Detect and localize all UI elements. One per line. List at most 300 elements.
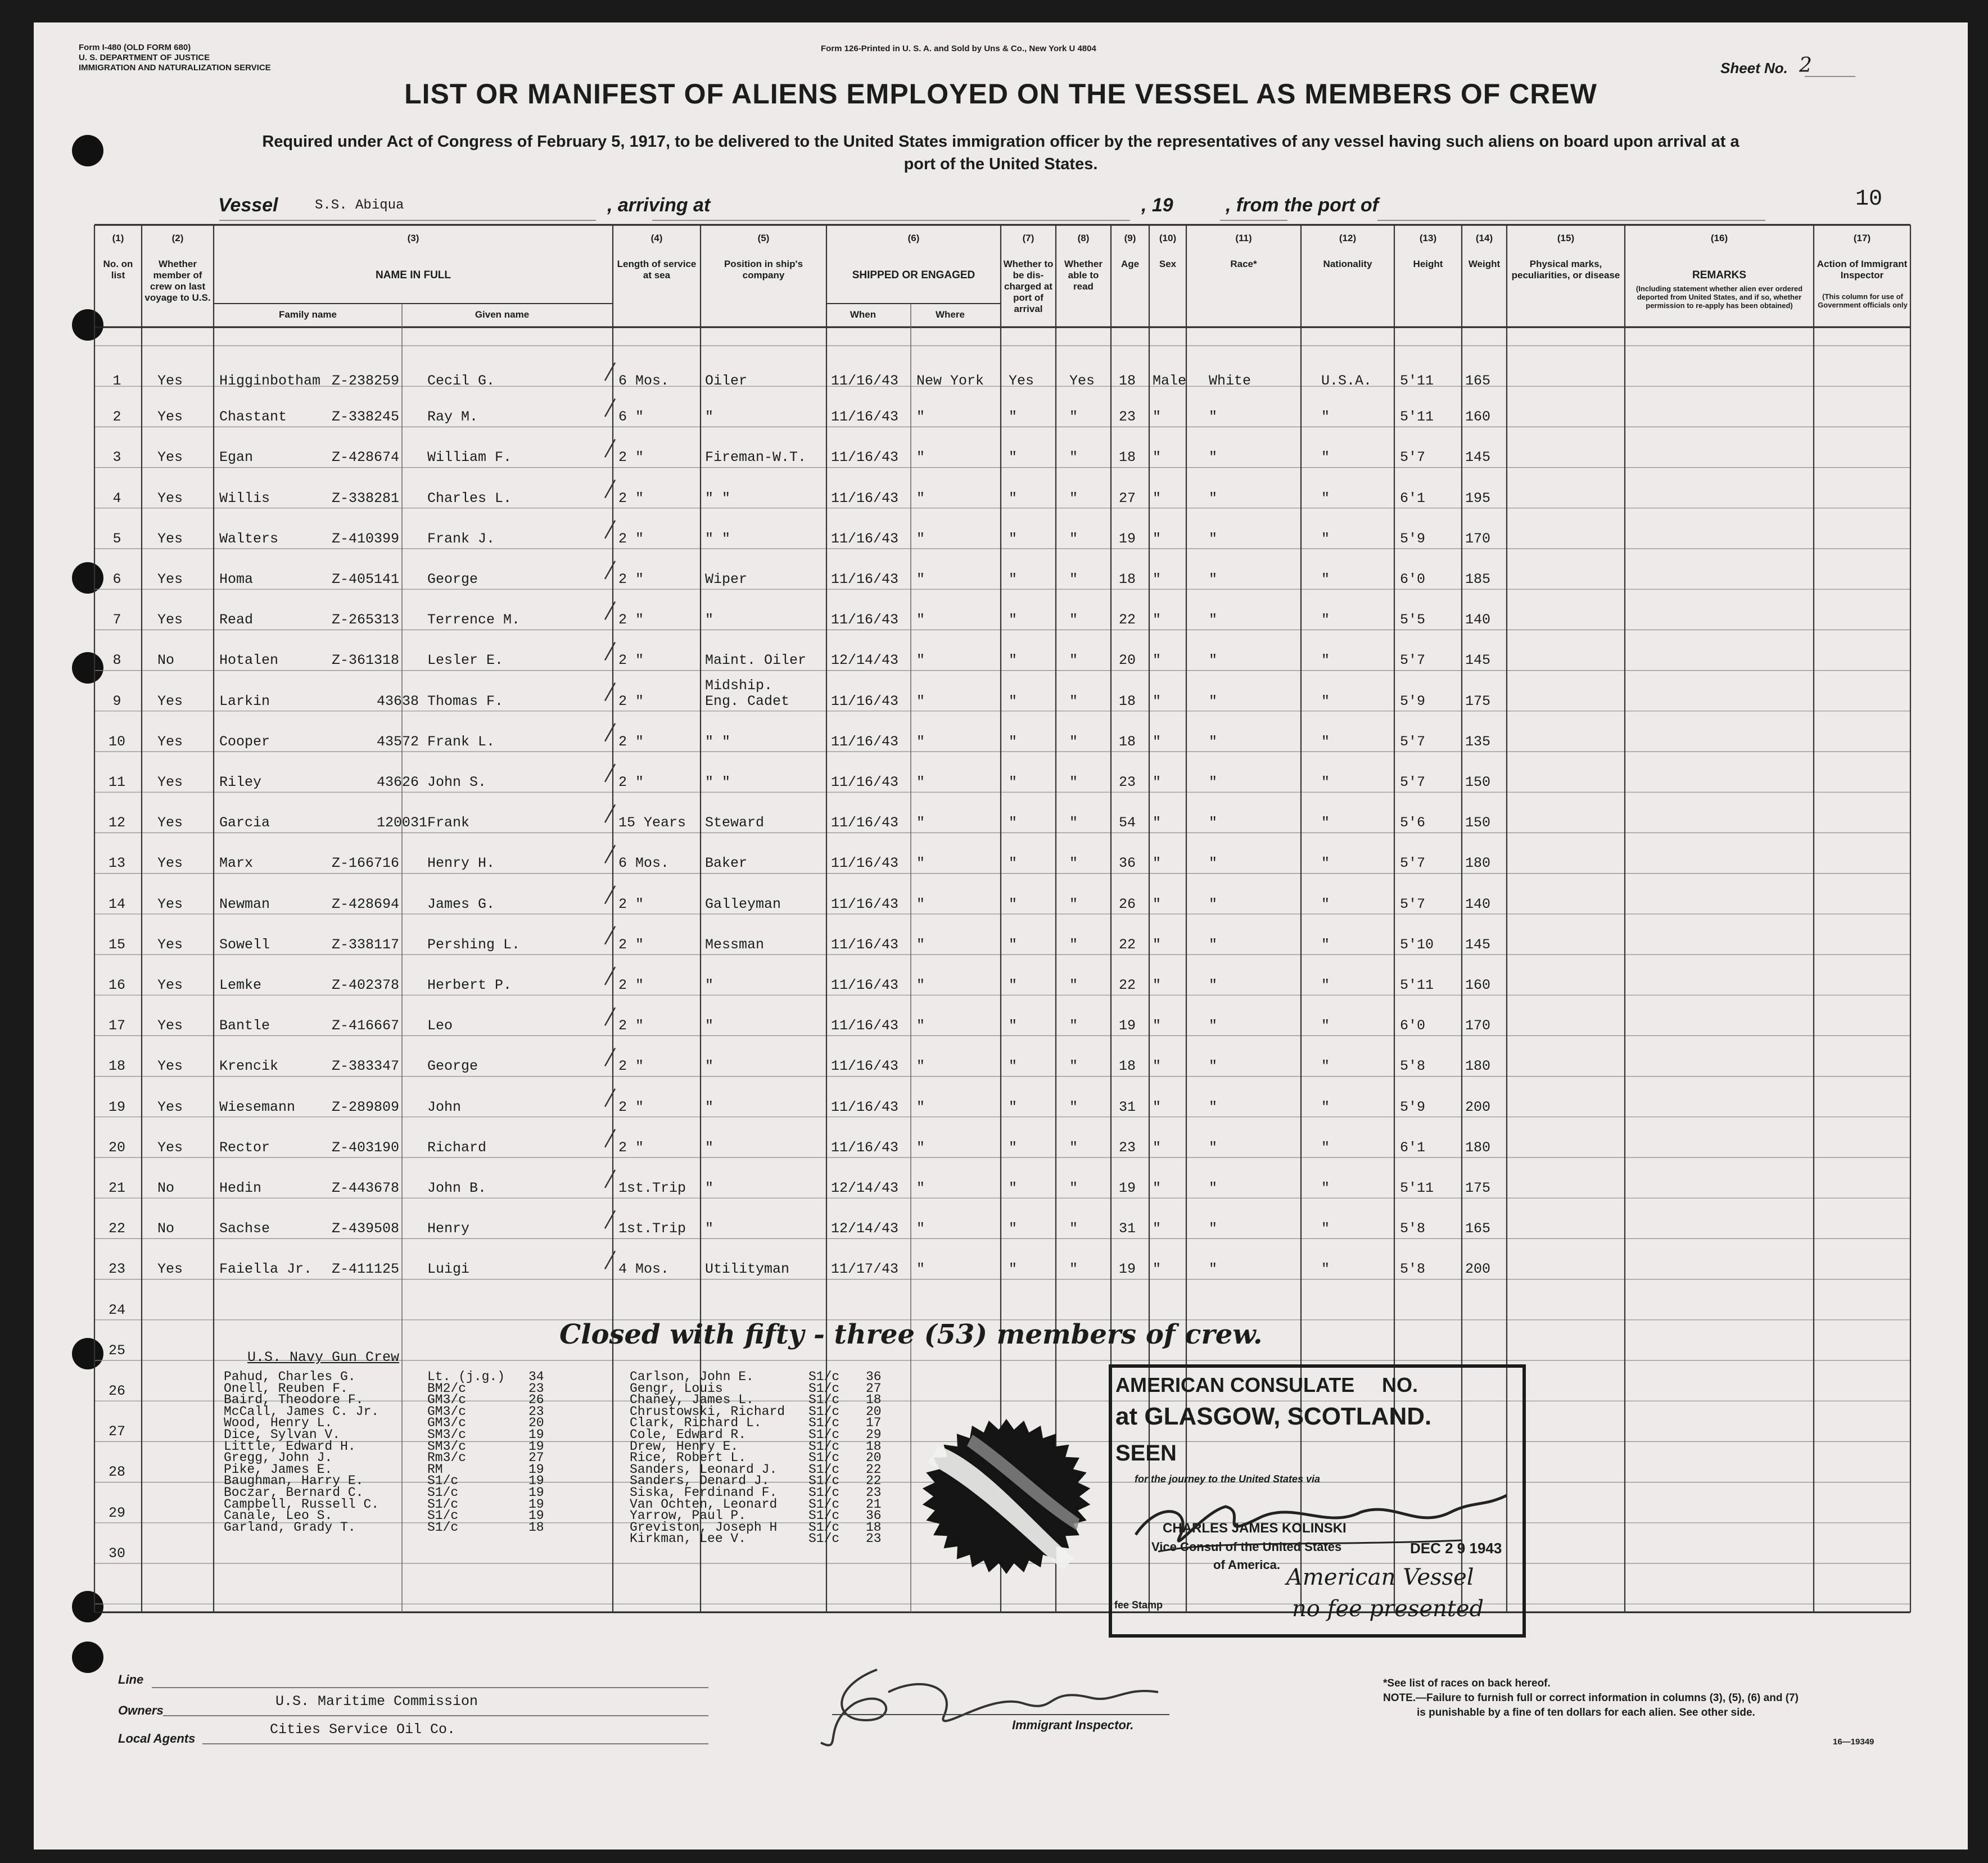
gun-crew-rate: GM3/c — [427, 1392, 467, 1408]
column-header-9: Age — [1120, 259, 1140, 269]
tick-mark — [605, 804, 615, 822]
height: 6'0 — [1400, 1018, 1426, 1034]
column-number-2: (2) — [171, 233, 184, 243]
given-name: Frank L. — [427, 733, 495, 750]
able-to-read: " — [1069, 855, 1078, 872]
height: 5'7 — [1400, 652, 1426, 669]
z-number: 43638 — [377, 693, 419, 709]
z-number: 120031 — [377, 815, 428, 831]
row-number: 24 — [108, 1301, 125, 1318]
sex: " — [1153, 977, 1162, 993]
gun-crew-age: 23 — [528, 1404, 544, 1419]
shipped-when: 11/16/43 — [831, 1139, 899, 1156]
race: " — [1209, 612, 1218, 628]
form-number: Form I-480 (OLD FORM 680) — [79, 43, 191, 52]
gun-crew-name: Gregg, John J. — [224, 1450, 333, 1466]
row-number: 22 — [108, 1220, 125, 1237]
z-number: Z-411125 — [332, 1261, 400, 1278]
tick-mark — [605, 926, 615, 944]
column-header-1: No. on list — [103, 259, 133, 281]
discharged: " — [1009, 1220, 1018, 1237]
discharged: " — [1009, 936, 1018, 953]
tick-mark — [605, 1129, 615, 1147]
age: 19 — [1119, 1180, 1136, 1196]
remarks-note: (Including statement whether alien ever ordered deported from United States, and if so, whether permission to re-apply has been obtained) — [1635, 284, 1803, 310]
sex: " — [1153, 1139, 1162, 1156]
given-name: Cecil G. — [427, 373, 495, 389]
family-name: Willis — [219, 490, 270, 507]
shipped-when: 11/16/43 — [831, 896, 899, 912]
tick-mark — [605, 724, 615, 741]
gun-crew-age: 27 — [866, 1381, 882, 1396]
race: " — [1209, 571, 1218, 587]
row-number: 19 — [108, 1098, 125, 1115]
gun-crew-rate: S1/c — [808, 1392, 840, 1408]
stamp-location: at GLASGOW, SCOTLAND. — [1115, 1403, 1432, 1430]
service-length: 4 Mos. — [618, 1261, 670, 1278]
service-length: 2 " — [618, 733, 644, 750]
shipped-when: 12/14/43 — [831, 1180, 899, 1196]
stamp-no-label: NO. — [1382, 1373, 1418, 1396]
owners-label: Owners — [118, 1703, 164, 1717]
discharged: " — [1009, 977, 1018, 993]
shipped-when: 12/14/43 — [831, 1220, 899, 1237]
gun-crew-name: Pahud, Charles G. — [224, 1369, 356, 1384]
position: Steward — [705, 815, 765, 831]
sex: " — [1153, 855, 1162, 872]
position: " — [705, 1098, 714, 1115]
nationality: " — [1321, 977, 1330, 993]
shipped-where: " — [916, 449, 925, 466]
shipped-when: 11/16/43 — [831, 1018, 899, 1034]
nationality: U.S.A. — [1321, 373, 1372, 389]
document-title: LIST OR MANIFEST OF ALIENS EMPLOYED ON THE VESSEL AS MEMBERS OF CREW — [404, 78, 1597, 110]
able-to-read: " — [1069, 815, 1078, 831]
z-number: Z-428694 — [332, 896, 400, 912]
tick-mark — [605, 764, 615, 782]
gun-crew-age: 34 — [528, 1369, 544, 1384]
column-header-10: Sex — [1159, 259, 1177, 269]
discharged: " — [1009, 1261, 1018, 1278]
races-note: *See list of races on back hereof. — [1383, 1677, 1551, 1689]
age: 18 — [1119, 693, 1136, 709]
given-name: Thomas F. — [427, 693, 504, 709]
height: 5'7 — [1400, 855, 1426, 872]
department: U. S. DEPARTMENT OF JUSTICE — [79, 53, 210, 62]
weight: 165 — [1465, 373, 1491, 389]
gun-crew-age: 23 — [528, 1381, 544, 1396]
gun-crew-age: 26 — [528, 1392, 544, 1408]
gun-crew-age: 18 — [866, 1520, 882, 1535]
family-name: Cooper — [219, 733, 270, 750]
gun-crew-age: 19 — [528, 1508, 544, 1523]
position: " — [705, 1058, 714, 1075]
z-number: Z-265313 — [332, 612, 400, 628]
column-number-11: (11) — [1235, 233, 1252, 243]
weight: 200 — [1465, 1261, 1491, 1278]
race: " — [1209, 409, 1218, 426]
shipped-when: 11/16/43 — [831, 733, 899, 750]
gun-crew-rate: S1/c — [808, 1416, 840, 1431]
nationality: " — [1321, 1261, 1330, 1278]
discharged: " — [1009, 733, 1018, 750]
z-number: Z-238259 — [332, 373, 400, 389]
last-voyage: Yes — [157, 693, 183, 709]
family-name: Sowell — [219, 936, 270, 953]
able-to-read: " — [1069, 1139, 1078, 1156]
gun-crew-age: 27 — [528, 1450, 544, 1466]
race: " — [1209, 530, 1218, 547]
nationality: " — [1321, 855, 1330, 872]
position: " " — [705, 733, 731, 750]
shipped-when: 11/16/43 — [831, 1098, 899, 1115]
given-name: Frank J. — [427, 530, 495, 547]
family-name: Garcia — [219, 815, 270, 831]
shipped-where: " — [916, 490, 925, 507]
gun-crew-rate: S1/c — [808, 1439, 840, 1454]
row-number: 18 — [108, 1058, 125, 1075]
nationality: " — [1321, 815, 1330, 831]
given-name: Henry — [427, 1220, 470, 1237]
able-to-read: " — [1069, 774, 1078, 790]
stamp-date: DEC 2 9 1943 — [1410, 1540, 1502, 1557]
sex: " — [1153, 530, 1162, 547]
weight: 150 — [1465, 774, 1491, 790]
age: 23 — [1119, 409, 1136, 426]
age: 18 — [1119, 733, 1136, 750]
page-number: 10 — [1855, 187, 1883, 212]
row-number: 13 — [108, 855, 125, 872]
height: 6'1 — [1400, 1139, 1426, 1156]
shipped-when: 11/16/43 — [831, 774, 899, 790]
race: " — [1209, 896, 1218, 912]
gun-crew-rate: GM3/c — [427, 1404, 467, 1419]
last-voyage: Yes — [157, 1058, 183, 1075]
subtitle-line-1: Required under Act of Congress of February 5, 1917, to be delivered to the United States immigration officer by the representatives of any vessel having such aliens on board upon arrival at a — [262, 133, 1740, 151]
nationality: " — [1321, 1220, 1330, 1237]
owners-value: U.S. Maritime Commission — [275, 1693, 478, 1710]
race: " — [1209, 490, 1218, 507]
vessel-label: Vessel — [218, 195, 278, 216]
gun-crew-rate: S1/c — [427, 1508, 459, 1523]
shipped-when: 11/17/43 — [831, 1261, 899, 1278]
height: 5'8 — [1400, 1261, 1426, 1278]
shipped-where: " — [916, 896, 925, 912]
row-number: 28 — [108, 1464, 125, 1481]
stamp-consulate: AMERICAN CONSULATE — [1115, 1373, 1355, 1396]
closing-note: Closed with fifty - three (53) members of crew. — [559, 1319, 1263, 1350]
column-header-5: Position in ship's company — [724, 259, 803, 281]
race: " — [1209, 977, 1218, 993]
vessel-value: S.S. Abiqua — [315, 198, 404, 213]
last-voyage: Yes — [157, 373, 183, 389]
position: " — [705, 1220, 714, 1237]
row-number: 12 — [108, 815, 125, 831]
shipped-when: 11/16/43 — [831, 530, 899, 547]
sex: " — [1153, 449, 1162, 466]
age: 22 — [1119, 612, 1136, 628]
service-length: 2 " — [618, 652, 644, 669]
z-number: Z-289809 — [332, 1098, 400, 1115]
family-name: Lemke — [219, 977, 262, 993]
sheet-number-value: 2 — [1799, 54, 1812, 77]
gun-crew-rate: Lt. (j.g.) — [427, 1369, 505, 1384]
race: " — [1209, 733, 1218, 750]
column-number-1: (1) — [112, 233, 124, 243]
position: Oiler — [705, 373, 748, 389]
family-name: Wiesemann — [219, 1098, 296, 1115]
service-length: 6 " — [618, 409, 644, 426]
service-length: 2 " — [618, 1139, 644, 1156]
able-to-read: " — [1069, 571, 1078, 587]
age: 18 — [1119, 449, 1136, 466]
last-voyage: Yes — [157, 977, 183, 993]
row-number: 23 — [108, 1261, 125, 1278]
service-length: 2 " — [618, 571, 644, 587]
weight: 160 — [1465, 409, 1491, 426]
last-voyage: Yes — [157, 1139, 183, 1156]
weight: 180 — [1465, 1058, 1491, 1075]
sex: " — [1153, 571, 1162, 587]
discharged: " — [1009, 1180, 1018, 1196]
row-number: 20 — [108, 1139, 125, 1156]
tick-mark — [605, 363, 615, 381]
discharged: " — [1009, 449, 1018, 466]
given-name: George — [427, 571, 478, 587]
gun-crew-name: Boczar, Bernard C. — [224, 1485, 364, 1500]
fine-note-1: NOTE.—Failure to furnish full or correct information in columns (3), (5), (6) and (7) — [1383, 1692, 1799, 1704]
height: 5'9 — [1400, 693, 1426, 709]
service-length: 2 " — [618, 530, 644, 547]
height: 5'11 — [1400, 977, 1434, 993]
gun-crew-age: 19 — [528, 1496, 544, 1512]
weight: 180 — [1465, 855, 1491, 872]
able-to-read: " — [1069, 693, 1078, 709]
shipped-where: " — [916, 774, 925, 790]
row-number: 3 — [112, 449, 121, 466]
shipped-when: 11/16/43 — [831, 612, 899, 628]
given-name: Herbert P. — [427, 977, 512, 993]
gun-crew-name: Rice, Robert L. — [630, 1450, 747, 1466]
gun-crew-rate: SM3/c — [427, 1439, 467, 1454]
given-name: William F. — [427, 449, 512, 466]
height: 5'10 — [1400, 936, 1434, 953]
last-voyage: Yes — [157, 855, 183, 872]
family-name: Hedin — [219, 1180, 262, 1196]
service-name: IMMIGRATION AND NATURALIZATION SERVICE — [79, 63, 271, 73]
gun-crew-name: Little, Edward H. — [224, 1439, 356, 1454]
weight: 195 — [1465, 490, 1491, 507]
form-code: 16—19349 — [1833, 1737, 1874, 1747]
shipped-where: " — [916, 1098, 925, 1115]
column-header-8: Whether able to read — [1064, 259, 1103, 292]
last-voyage: Yes — [157, 1018, 183, 1034]
discharged: " — [1009, 612, 1018, 628]
subtitle-line-2: port of the United States. — [903, 155, 1098, 173]
gun-crew-age: 22 — [866, 1473, 882, 1489]
last-voyage: Yes — [157, 936, 183, 953]
column-number-3: (3) — [407, 233, 419, 243]
race: " — [1209, 1220, 1218, 1237]
z-number: Z-403190 — [332, 1139, 400, 1156]
gun-crew-rate: S1/c — [427, 1473, 459, 1489]
shipped-where: " — [916, 652, 925, 669]
gun-crew-rate: Rm3/c — [427, 1450, 467, 1466]
year-label: , 19 — [1141, 195, 1173, 216]
gun-crew-age: 18 — [528, 1520, 544, 1535]
weight: 185 — [1465, 571, 1491, 587]
z-number: 43572 — [377, 733, 419, 750]
able-to-read: " — [1069, 936, 1078, 953]
weight: 150 — [1465, 815, 1491, 831]
family-name: Riley — [219, 774, 262, 790]
height: 5'7 — [1400, 449, 1426, 466]
fine-note-2: is punishable by a fine of ten dollars for each alien. See other side. — [1417, 1707, 1755, 1719]
last-voyage: Yes — [157, 449, 183, 466]
column-header-2: Whether member of crew on last voyage to U.S. — [144, 259, 211, 303]
shipped-where: " — [916, 1018, 925, 1034]
discharged: " — [1009, 855, 1018, 872]
age: 26 — [1119, 896, 1136, 912]
gun-crew-rate: S1/c — [808, 1473, 840, 1489]
gun-crew-rate: S1/c — [427, 1485, 459, 1500]
nationality: " — [1321, 733, 1330, 750]
column-header-3: NAME IN FULL — [375, 269, 451, 281]
family-name: Chastant — [219, 409, 287, 426]
tick-mark — [605, 439, 615, 457]
column-number-7: (7) — [1022, 233, 1034, 243]
row-number: 26 — [108, 1383, 125, 1399]
age: 36 — [1119, 855, 1136, 872]
tick-mark — [605, 1007, 615, 1025]
race: " — [1209, 774, 1218, 790]
column-header-4: Length of service at sea — [617, 259, 697, 281]
gun-crew-name: Canale, Leo S. — [224, 1508, 333, 1523]
last-voyage: Yes — [157, 733, 183, 750]
shipped-when: 11/16/43 — [831, 409, 899, 426]
last-voyage: Yes — [157, 815, 183, 831]
stamp-of-america: of America. — [1213, 1558, 1281, 1572]
able-to-read: Yes — [1069, 373, 1095, 389]
row-number: 4 — [112, 490, 121, 507]
service-length: 2 " — [618, 612, 644, 628]
gun-crew-age: 19 — [528, 1473, 544, 1489]
shipped-when: 11/16/43 — [831, 490, 899, 507]
stamp-consul-name: CHARLES JAMES KOLINSKI — [1163, 1521, 1347, 1536]
last-voyage: Yes — [157, 1261, 183, 1278]
sex: " — [1153, 815, 1162, 831]
gun-crew-name: Garland, Grady T. — [224, 1520, 356, 1535]
column-number-10: (10) — [1159, 233, 1177, 243]
column-header-17: Action of Immigrant Inspector — [1817, 259, 1908, 281]
column-header-16: REMARKS — [1692, 269, 1747, 281]
weight: 145 — [1465, 449, 1491, 466]
sex: " — [1153, 652, 1162, 669]
local-agents-value: Cities Service Oil Co. — [270, 1721, 456, 1738]
able-to-read: " — [1069, 733, 1078, 750]
race: " — [1209, 1018, 1218, 1034]
shipped-where: " — [916, 1058, 925, 1075]
sex: " — [1153, 409, 1162, 426]
stamp-seen: SEEN — [1115, 1441, 1177, 1466]
gun-crew-rate: S1/c — [808, 1462, 840, 1477]
discharged: " — [1009, 652, 1018, 669]
position: " — [705, 1018, 714, 1034]
row-number: 2 — [112, 409, 121, 426]
discharged: " — [1009, 693, 1018, 709]
stamp-consul-title: Vice Consul of the United States — [1151, 1540, 1342, 1554]
sex: " — [1153, 733, 1162, 750]
gun-crew-rate: S1/c — [808, 1427, 840, 1442]
row-number: 6 — [112, 571, 121, 587]
family-name: Read — [219, 612, 254, 628]
gun-crew-name: Carlson, John E. — [630, 1369, 754, 1384]
nationality: " — [1321, 1058, 1330, 1075]
gun-crew-title: U.S. Navy Gun Crew — [247, 1349, 400, 1365]
row-number: 25 — [108, 1342, 125, 1359]
weight: 140 — [1465, 612, 1491, 628]
race: " — [1209, 1058, 1218, 1075]
consulate-stamp — [1109, 1364, 1526, 1638]
tick-mark — [605, 1210, 615, 1228]
z-number: Z-383347 — [332, 1058, 400, 1075]
nationality: " — [1321, 1098, 1330, 1115]
given-name: Ray M. — [427, 409, 478, 426]
line-label: Line — [118, 1672, 144, 1686]
nationality: " — [1321, 530, 1330, 547]
discharged: " — [1009, 1139, 1018, 1156]
given-name: Frank — [427, 815, 470, 831]
service-length: 1st.Trip — [618, 1180, 686, 1196]
gun-crew-age: 23 — [866, 1485, 882, 1500]
nationality: " — [1321, 774, 1330, 790]
row-number: 5 — [112, 530, 121, 547]
position: Eng. Cadet — [705, 693, 790, 709]
z-number: Z-402378 — [332, 977, 400, 993]
age: 31 — [1119, 1098, 1136, 1115]
gun-crew-rate: BM2/c — [427, 1381, 467, 1396]
tick-mark — [605, 886, 615, 904]
race: " — [1209, 1098, 1218, 1115]
discharged: " — [1009, 409, 1018, 426]
tick-mark — [605, 399, 615, 417]
row-number: 17 — [108, 1018, 125, 1034]
sex: " — [1153, 774, 1162, 790]
nationality: " — [1321, 1018, 1330, 1034]
service-length: 2 " — [618, 490, 644, 507]
gun-crew-age: 18 — [866, 1439, 882, 1454]
z-number: Z-338117 — [332, 936, 400, 953]
discharged: " — [1009, 815, 1018, 831]
shipped-where: " — [916, 977, 925, 993]
weight: 180 — [1465, 1139, 1491, 1156]
shipped-when: 11/16/43 — [831, 373, 899, 389]
position: " — [705, 1139, 714, 1156]
gun-crew-age: 19 — [528, 1439, 544, 1454]
action-note: (This column for use of Government officials only — [1818, 292, 1908, 309]
stamp-fee-stamp: fee Stamp — [1114, 1599, 1163, 1611]
gun-crew-rate: S1/c — [808, 1381, 840, 1396]
tick-mark — [605, 1251, 615, 1269]
able-to-read: " — [1069, 977, 1078, 993]
row-number: 1 — [112, 373, 121, 389]
stamp-journey: for the journey to the United States via — [1135, 1473, 1321, 1485]
nationality: " — [1321, 936, 1330, 953]
shipped-when: 11/16/43 — [831, 571, 899, 587]
weight: 170 — [1465, 1018, 1491, 1034]
age: 31 — [1119, 1220, 1136, 1237]
tick-mark — [605, 480, 615, 498]
